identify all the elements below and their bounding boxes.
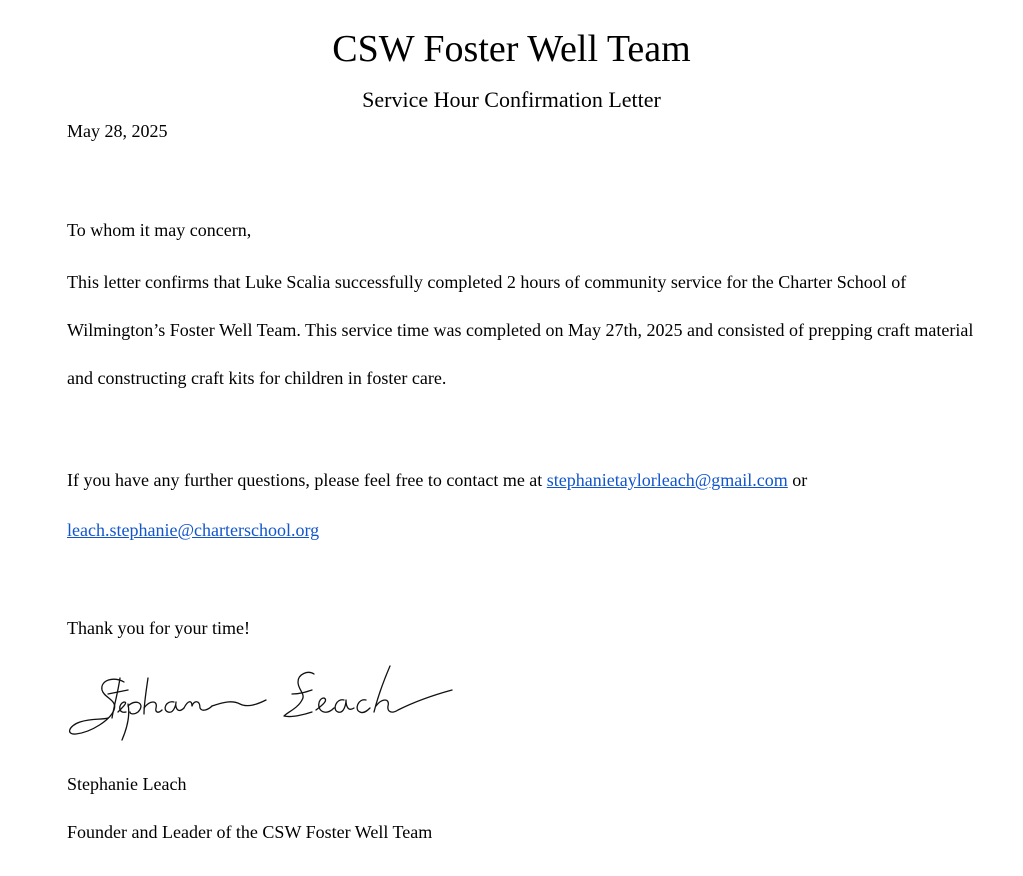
email-link-gmail[interactable]: stephanietaylorleach@gmail.com: [546, 470, 788, 490]
letter-body-paragraph: This letter confirms that Luke Scalia successfully completed 2 hours of community service for the Charter School of Wilmington’s Foster Well Team. This service time was completed on May 27th, 2025 and consisted of prepping craft material and constructing craft kits for children in foster care.: [67, 272, 974, 388]
handwritten-signature: [62, 660, 462, 745]
contact-prefix-text: If you have any further questions, please feel free to contact me at: [67, 470, 543, 490]
contact-or-text: or: [792, 470, 808, 490]
letter-title: CSW Foster Well Team: [332, 28, 691, 70]
email-link-school[interactable]: leach.stephanie@charterschool.org: [67, 520, 320, 540]
letter-subtitle: Service Hour Confirmation Letter: [362, 87, 661, 112]
letter-greeting: To whom it may concern,: [67, 220, 252, 240]
letter-closing: Thank you for your time!: [67, 618, 250, 638]
letter-date: May 28, 2025: [67, 121, 168, 141]
signer-name: Stephanie Leach: [67, 774, 187, 794]
contact-paragraph: [67, 455, 997, 555]
signer-title: Founder and Leader of the CSW Foster Well Team: [67, 822, 433, 842]
